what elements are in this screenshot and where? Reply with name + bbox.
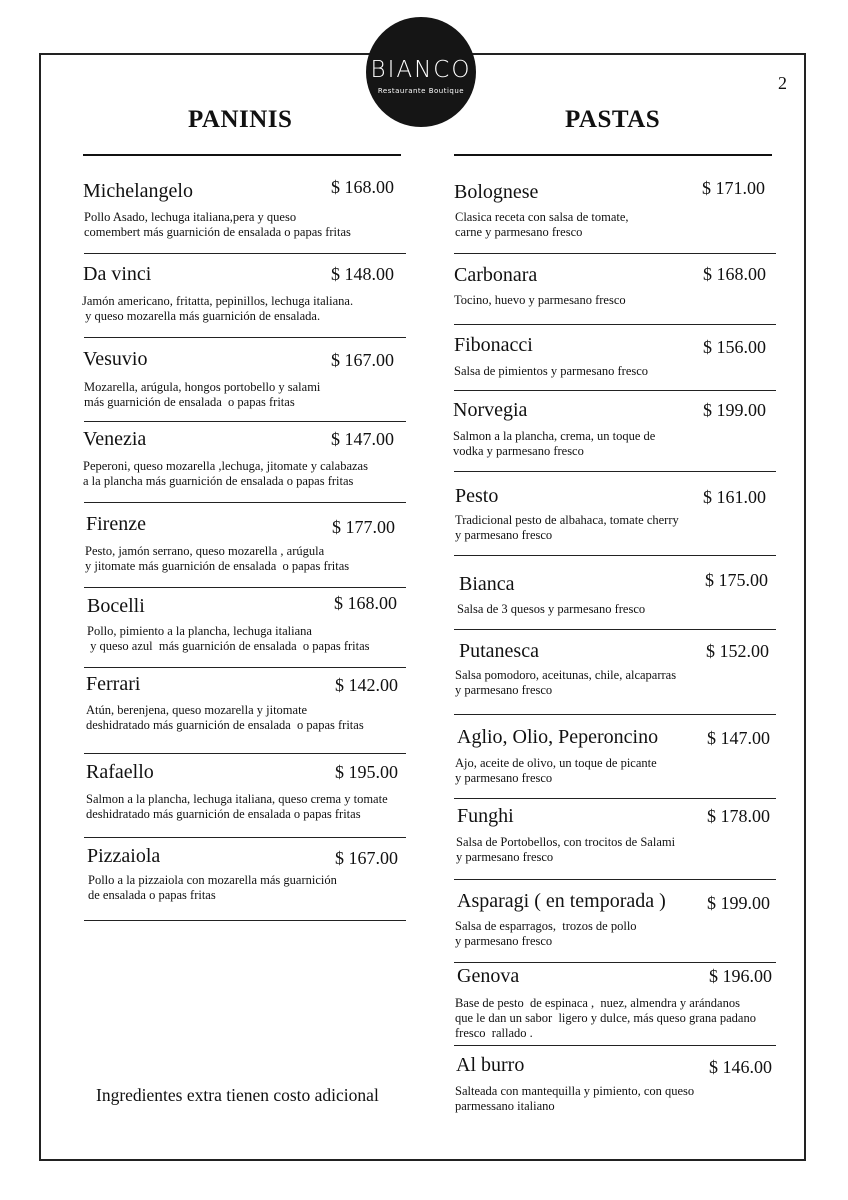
item-divider	[454, 324, 776, 325]
item-divider	[84, 502, 406, 503]
item-description: Clasica receta con salsa de tomate, carne y parmesano fresco	[455, 210, 629, 239]
item-name: Venezia	[83, 428, 147, 450]
item-price: $ 167.00	[335, 848, 398, 868]
item-divider	[454, 962, 776, 963]
item-description: Pollo Asado, lechuga italiana,pera y queso comembert más guarnición de ensalada o papas fritas	[84, 210, 351, 239]
item-divider	[454, 879, 776, 880]
paninis-title-rule	[83, 154, 401, 156]
item-price: $ 147.00	[707, 728, 770, 748]
paninis-title: PANINIS	[188, 106, 293, 133]
item-divider	[84, 837, 406, 838]
item-description: Salsa de 3 quesos y parmesano fresco	[457, 602, 646, 616]
item-description: Jamón americano, fritatta, pepinillos, lechuga italiana. y queso mozarella más guarnición de ensalada.	[82, 294, 354, 323]
item-price: $ 177.00	[332, 517, 395, 537]
item-description: Tocino, huevo y parmesano fresco	[454, 293, 626, 307]
extra-ingredients-note: Ingredientes extra tienen costo adicional	[96, 1085, 379, 1105]
item-price: $ 178.00	[707, 806, 770, 826]
item-description: Atún, berenjena, queso mozarella y jitomate deshidratado más guarnición de ensalada o papas fritas	[86, 703, 364, 732]
item-description: Mozarella, arúgula, hongos portobello y salami más guarnición de ensalada o papas fritas	[84, 380, 321, 409]
item-divider	[454, 714, 776, 715]
item-price: $ 167.00	[331, 350, 394, 370]
item-divider	[454, 471, 776, 472]
item-divider	[454, 390, 776, 391]
item-price: $ 168.00	[703, 264, 766, 284]
item-divider	[84, 920, 406, 921]
item-divider	[84, 753, 406, 754]
item-price: $ 168.00	[334, 593, 397, 613]
item-price: $ 175.00	[705, 570, 768, 590]
item-name: Al burro	[456, 1054, 525, 1076]
item-divider	[84, 667, 406, 668]
item-name: Michelangelo	[83, 180, 193, 202]
item-description: Salmon a la plancha, crema, un toque de vodka y parmesano fresco	[453, 429, 656, 458]
item-name: Bolognese	[454, 181, 539, 203]
item-name: Genova	[457, 965, 520, 987]
logo-name: BIANCO	[370, 57, 472, 83]
item-price: $ 147.00	[331, 429, 394, 449]
item-divider	[454, 798, 776, 799]
item-name: Da vinci	[83, 263, 152, 285]
item-price: $ 196.00	[709, 966, 772, 986]
item-name: Ferrari	[86, 673, 141, 695]
item-description: Peperoni, queso mozarella ,lechuga, jitomate y calabazas a la plancha más guarnición de ensalada o papas fritas	[83, 459, 368, 488]
item-divider	[454, 555, 776, 556]
item-description: Salteada con mantequilla y pimiento, con queso parmessano italiano	[455, 1084, 695, 1113]
item-description: Salsa de esparragos, trozos de pollo y parmesano fresco	[455, 919, 637, 948]
item-divider	[84, 421, 406, 422]
item-price: $ 195.00	[335, 762, 398, 782]
item-name: Aglio, Olio, Peperoncino	[457, 726, 659, 748]
item-name: Firenze	[86, 513, 146, 535]
item-description: Ajo, aceite de olivo, un toque de picante y parmesano fresco	[455, 756, 657, 785]
item-name: Pesto	[455, 485, 499, 507]
logo-subtitle: Restaurante Boutique	[377, 87, 465, 95]
item-name: Putanesca	[459, 640, 539, 662]
item-price: $ 152.00	[706, 641, 769, 661]
item-divider	[84, 337, 406, 338]
item-price: $ 146.00	[709, 1057, 772, 1077]
item-name: Rafaello	[86, 761, 154, 783]
item-description: Pollo, pimiento a la plancha, lechuga italiana y queso azul más guarnición de ensalada o papas fritas	[87, 624, 370, 653]
item-price: $ 168.00	[331, 177, 394, 197]
pastas-title-rule	[454, 154, 772, 156]
item-price: $ 156.00	[703, 337, 766, 357]
item-price: $ 171.00	[702, 178, 765, 198]
item-description: Base de pesto de espinaca , nuez, almendra y arándanos que le dan un sabor ligero y dulce, más queso grana padano fresco rallado .	[455, 996, 756, 1040]
item-description: Salmon a la plancha, lechuga italiana, queso crema y tomate deshidratado más guarnición de ensalada o papas fritas	[86, 792, 388, 821]
item-divider	[454, 629, 776, 630]
item-name: Asparagi ( en temporada )	[457, 890, 666, 912]
item-name: Norvegia	[453, 399, 528, 421]
item-price: $ 199.00	[703, 400, 766, 420]
item-divider	[84, 253, 406, 254]
page-number: 2	[778, 73, 787, 93]
item-price: $ 199.00	[707, 893, 770, 913]
item-price: $ 148.00	[331, 264, 394, 284]
item-description: Salsa pomodoro, aceitunas, chile, alcaparras y parmesano fresco	[455, 668, 677, 697]
item-description: Tradicional pesto de albahaca, tomate cherry y parmesano fresco	[455, 513, 679, 542]
pastas-title: PASTAS	[565, 106, 661, 133]
item-name: Carbonara	[454, 264, 538, 286]
item-description: Salsa de pimientos y parmesano fresco	[454, 364, 649, 378]
item-price: $ 161.00	[703, 487, 766, 507]
bianco-logo	[366, 17, 476, 127]
item-description: Salsa de Portobellos, con trocitos de Salami y parmesano fresco	[456, 835, 676, 864]
item-divider	[84, 587, 406, 588]
item-name: Fibonacci	[454, 334, 533, 356]
item-name: Bocelli	[87, 595, 145, 617]
item-name: Vesuvio	[83, 348, 148, 370]
item-name: Bianca	[459, 573, 515, 595]
item-name: Funghi	[457, 805, 514, 827]
item-price: $ 142.00	[335, 675, 398, 695]
item-description: Pesto, jamón serrano, queso mozarella , arúgula y jitomate más guarnición de ensalada o papas fritas	[85, 544, 350, 573]
item-name: Pizzaiola	[87, 845, 161, 867]
item-divider	[454, 1045, 776, 1046]
item-divider	[454, 253, 776, 254]
item-description: Pollo a la pizzaiola con mozarella más guarnición de ensalada o papas fritas	[88, 873, 337, 902]
